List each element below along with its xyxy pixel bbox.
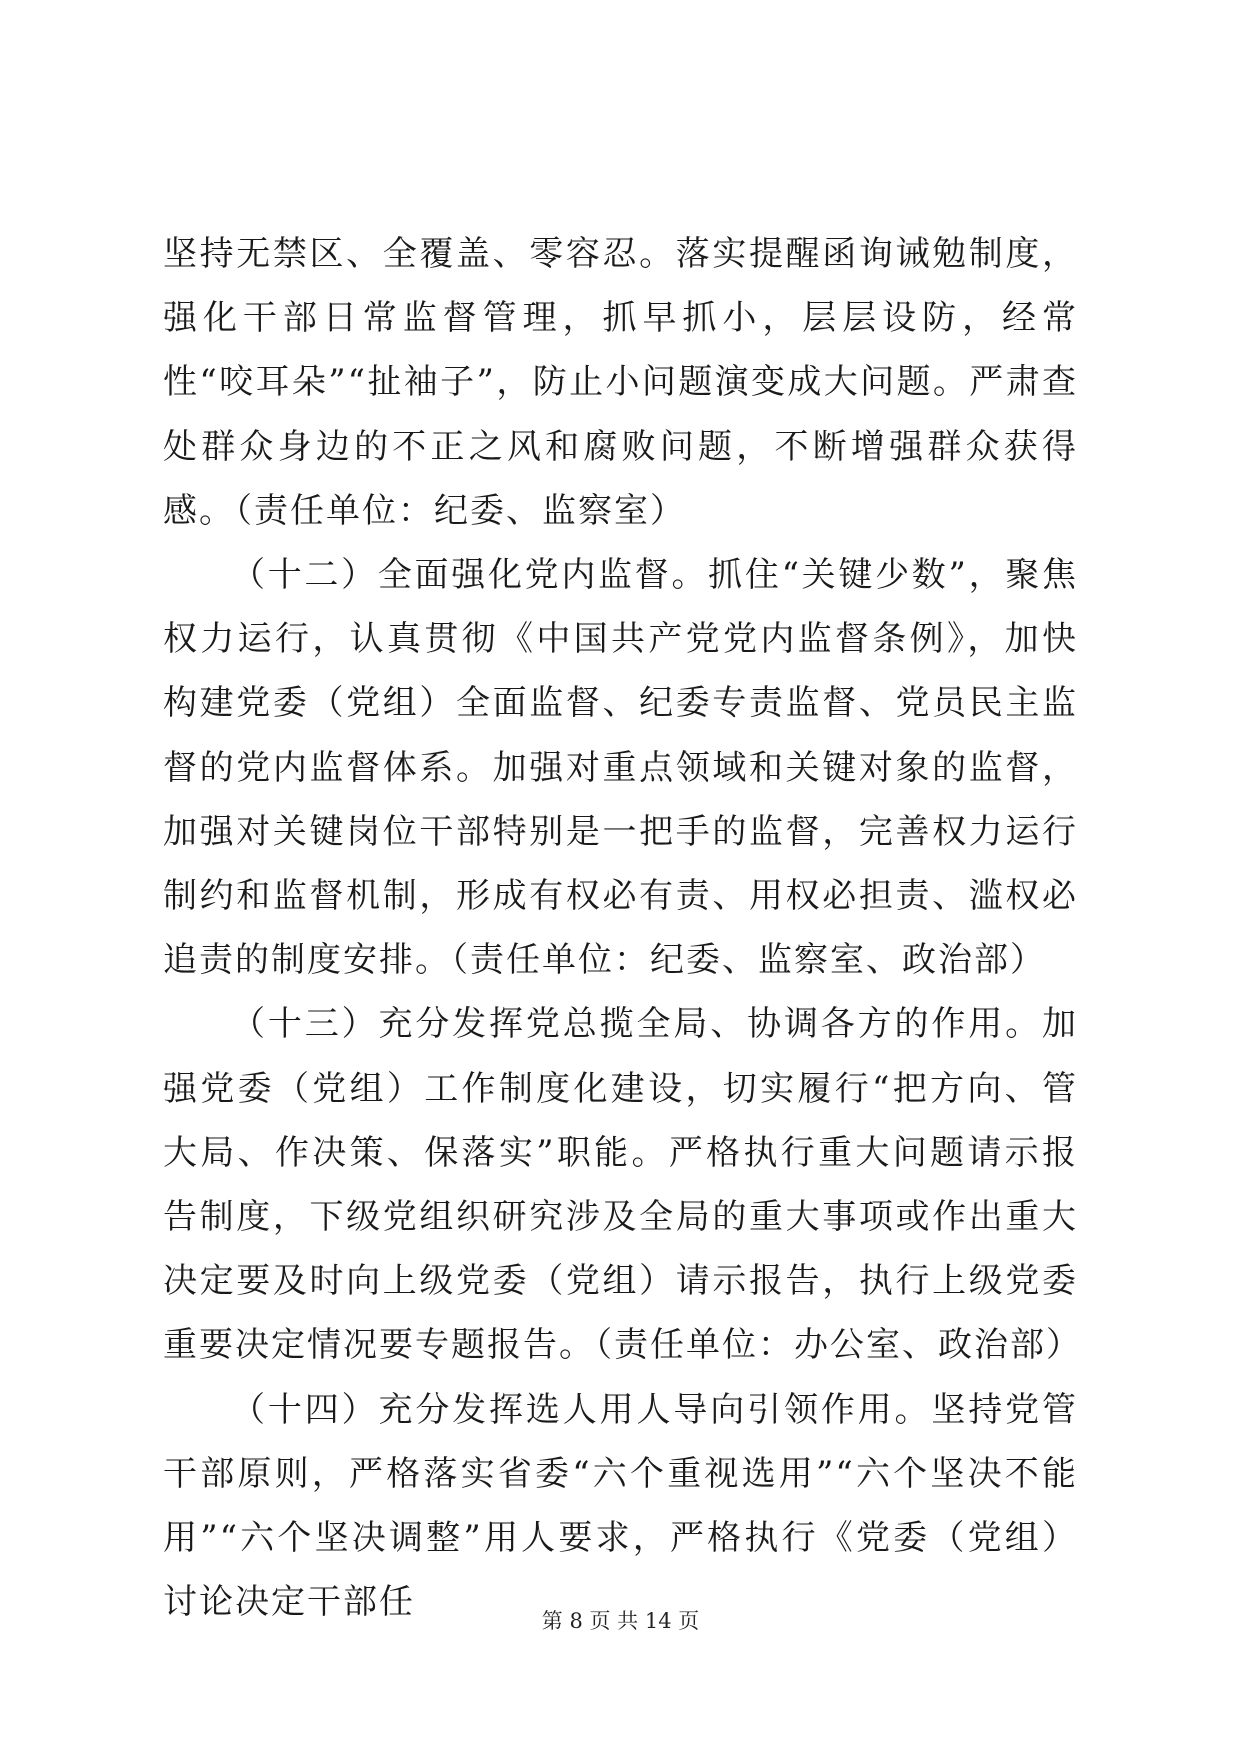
paragraph-item-14: （十四）充分发挥选人用人导向引领作用。坚持党管干部原则，严格落实省委“六个重视选用”“六个坚决不能用”“六个坚决调整”用人要求，严格执行《党委（党组）讨论决定干部任 — [163, 1389, 1078, 1623]
paragraph-continuation: 坚持无禁区、全覆盖、零容忍。落实提醒函询诫勉制度，强化干部日常监督管理，抓早抓小，层层设防，经常性“咬耳朵”“扯袖子”，防止小问题演变成大问题。严肃查处群众身边的不正之风和腐败问题，不断增强群众获得感。（责任单位：纪委、监察室） — [163, 234, 1078, 531]
body-text — [163, 222, 1082, 1634]
page-number-footer: 第 8 页 共 14 页 — [541, 1609, 700, 1633]
paragraph-item-13: （十三）充分发挥党总揽全局、协调各方的作用。加强党委（党组）工作制度化建设，切实履行“把方向、管大局、作决策、保落实”职能。严格执行重大问题请示报告制度，下级党组织研究涉及全局的重大事项或作出重大决定要及时向上级党委（党组）请示报告，执行上级党委重要决定情况要专题报告。（责任单位：办公室、政治部） — [163, 1004, 1082, 1366]
paragraph-item-12: （十二）全面强化党内监督。抓住“关键少数”，聚焦权力运行，认真贯彻《中国共产党党内监督条例》，加快构建党委（党组）全面监督、纪委专责监督、党员民主监督的党内监督体系。加强对重点领域和关键对象的监督，加强对关键岗位干部特别是一把手的监督，完善权力运行制约和监督机制，形成有权必有责、用权必担责、滥权必追责的制度安排。（责任单位：纪委、监察室、政治部） — [163, 555, 1078, 981]
